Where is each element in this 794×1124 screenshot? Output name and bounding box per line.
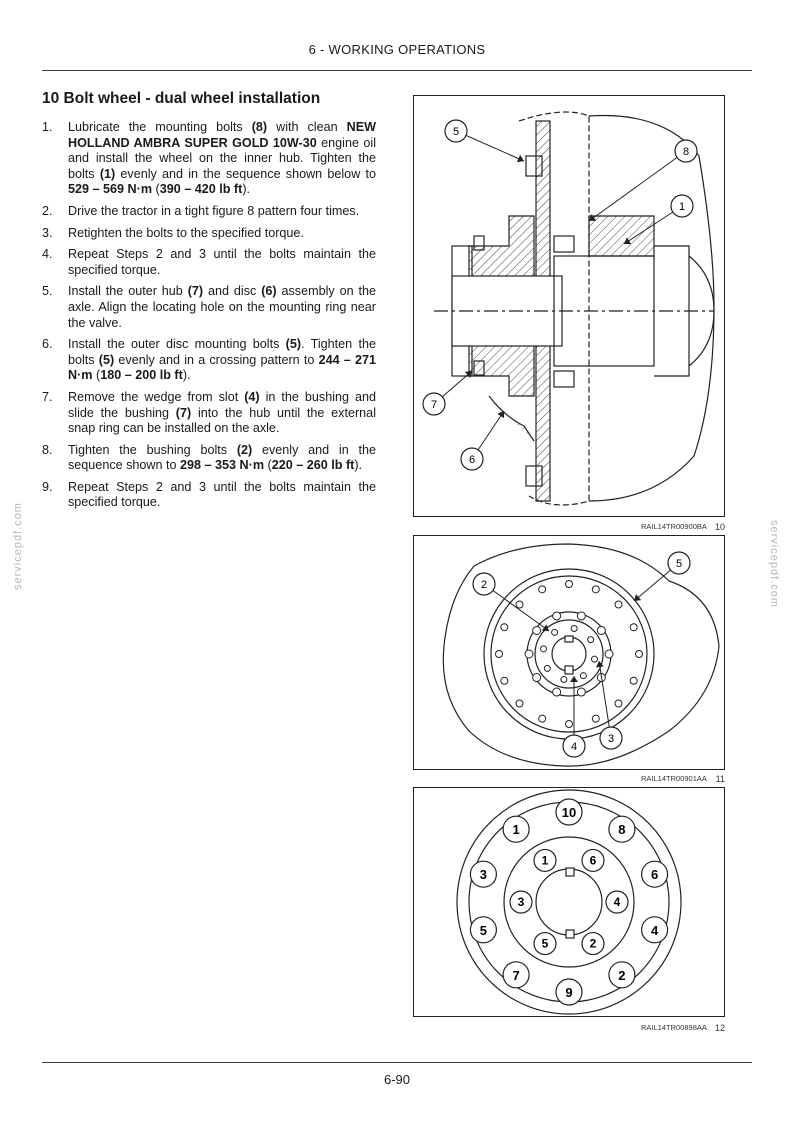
instruction-step xyxy=(42,284,376,331)
watermark-right: servicepdf.com xyxy=(768,520,780,608)
sequence-number: 3 xyxy=(517,895,525,909)
sequence-number: 10 xyxy=(561,805,577,820)
step-emphasis: (6) xyxy=(261,284,277,299)
sequence-number: 4 xyxy=(650,922,659,938)
instruction-step xyxy=(42,204,376,220)
step-number: 8. xyxy=(42,442,53,457)
disc-bolt xyxy=(553,612,561,620)
rim-bolt xyxy=(539,586,546,593)
callout-label: 1 xyxy=(678,201,686,213)
sequence-number: 7 xyxy=(512,967,520,983)
footer-rule xyxy=(42,1062,752,1063)
step-text: ). xyxy=(354,458,363,473)
bushing-bolt xyxy=(591,656,597,662)
sequence-number: 1 xyxy=(512,822,520,838)
inner-bolt-sequence xyxy=(534,849,556,871)
instruction-step xyxy=(42,247,376,278)
step-number: 5. xyxy=(42,284,53,299)
rim-bolt xyxy=(496,651,503,658)
step-number: 2. xyxy=(42,203,53,218)
step-emphasis: (1) xyxy=(99,166,116,181)
step-emphasis: NEW HOLLAND AMBRA SUPER GOLD 10W-30 xyxy=(68,120,376,150)
rim-bolt xyxy=(636,651,643,658)
instruction-step xyxy=(42,226,376,242)
outer-bolt-sequence xyxy=(503,816,529,842)
step-emphasis: 244 – 271 N·m xyxy=(68,352,376,383)
inner-bolt-sequence xyxy=(510,891,532,913)
rim-bolt xyxy=(630,624,637,631)
outer-bolt-sequence xyxy=(609,816,635,842)
step-emphasis: (4) xyxy=(244,389,260,404)
instruction-step xyxy=(42,390,376,437)
instruction-list xyxy=(42,120,376,517)
inner-bolt-sequence xyxy=(582,933,604,955)
outer-bolt-sequence xyxy=(470,861,496,887)
callout-label: 4 xyxy=(570,741,578,753)
instruction-step xyxy=(42,443,376,474)
step-text: ( xyxy=(264,458,272,473)
step-emphasis: (5) xyxy=(285,337,302,352)
sequence-number: 1 xyxy=(541,853,549,868)
inner-bolt-sequence xyxy=(606,891,628,913)
step-text: and disc xyxy=(203,284,262,299)
disc-bolt xyxy=(533,674,541,682)
figure-tightening-sequence xyxy=(413,787,725,1017)
bushing-bolt xyxy=(580,673,586,679)
step-text: Lubricate the mounting bolts xyxy=(68,120,252,134)
inner-bolt-sequence xyxy=(582,849,604,871)
wheel-bolt-layer xyxy=(496,581,643,728)
step-text: ). xyxy=(182,368,191,383)
sequence-number: 9 xyxy=(565,985,573,1000)
step-number: 9. xyxy=(42,479,53,494)
outer-bolt-sequence xyxy=(642,861,668,887)
step-emphasis: 529 – 569 N·m xyxy=(68,182,153,197)
step-text: ( xyxy=(92,368,101,383)
rim-bolt xyxy=(539,715,546,722)
step-text: ). xyxy=(242,182,251,197)
step-emphasis: 220 – 260 lb ft xyxy=(271,458,355,473)
sequence-number: 2 xyxy=(618,967,626,983)
step-text: Drive the tractor in a tight figure 8 pattern four times. xyxy=(68,203,360,218)
step-text: Tighten the bushing bolts xyxy=(68,442,237,457)
step-text: Install the outer hub xyxy=(68,284,188,299)
step-emphasis: (8) xyxy=(251,120,268,134)
step-emphasis: (7) xyxy=(187,284,204,299)
sequence-number: 5 xyxy=(479,922,488,938)
rim-bolt xyxy=(615,700,622,707)
rim-bolt xyxy=(615,601,622,608)
hub-callout xyxy=(423,368,475,415)
watermark-left: servicepdf.com xyxy=(12,502,24,590)
instruction-step xyxy=(42,120,376,198)
disc-bolt xyxy=(597,626,605,634)
step-emphasis: (2) xyxy=(236,442,253,457)
figure-10-number: 10 xyxy=(714,522,725,532)
step-emphasis: 180 – 200 lb ft xyxy=(100,368,183,383)
callout-label: 8 xyxy=(682,146,690,158)
outer-bolt-sequence xyxy=(609,962,635,988)
hub-callout xyxy=(461,409,507,470)
sequence-number: 4 xyxy=(613,895,621,909)
step-text: Repeat Steps 2 and 3 until the bolts maintain the specified torque. xyxy=(68,247,376,277)
bushing-bolt xyxy=(544,665,550,671)
wheel-callout-layer xyxy=(473,552,690,757)
figure-wheel-front-view xyxy=(413,535,725,770)
step-text: evenly and in a crossing pattern to xyxy=(114,352,319,367)
disc-bolt xyxy=(577,612,585,620)
step-text: engine oil and install the wheel on the inner hub. Tighten the bolts xyxy=(68,135,376,181)
figure-12-number: 12 xyxy=(714,1023,725,1033)
figure-11-code: RAIL14TR00901AA xyxy=(641,774,707,783)
sequence-number: 6 xyxy=(589,853,597,868)
callout-label: 5 xyxy=(452,126,460,138)
page-number: 6-90 xyxy=(383,1072,411,1087)
inner-bolt-sequence xyxy=(534,933,556,955)
hub-cross-section-drawing xyxy=(414,96,724,516)
step-text: Repeat Steps 2 and 3 until the bolts maintain the specified torque. xyxy=(68,479,376,510)
figure-12-code: RAIL14TR00898AA xyxy=(641,1023,707,1032)
outer-bolt-sequence xyxy=(556,799,582,825)
sequence-number: 3 xyxy=(479,867,488,883)
rim-bolt xyxy=(592,586,599,593)
step-text: Retighten the bolts to the specified torque. xyxy=(68,225,304,240)
bushing-bolt xyxy=(541,646,547,652)
step-emphasis: (7) xyxy=(175,405,192,420)
outer-bolt-sequence xyxy=(470,917,496,943)
callout-label: 6 xyxy=(468,454,476,466)
step-number: 3. xyxy=(42,225,53,240)
step-number: 6. xyxy=(42,337,53,352)
bushing-bolt xyxy=(571,626,577,632)
figure-10-code: RAIL14TR00900BA xyxy=(641,522,707,531)
bushing-bolt xyxy=(588,637,594,643)
sequence-number: 6 xyxy=(650,867,659,883)
step-text: assembly on the axle. Align the locating hole on the mounting ring near the valve. xyxy=(68,284,376,330)
hub-callout xyxy=(445,120,526,165)
step-number: 1. xyxy=(42,120,53,134)
step-number: 7. xyxy=(42,389,53,404)
rim-bolt xyxy=(566,581,573,588)
sequence-number: 2 xyxy=(589,936,597,951)
section-title: 10 Bolt wheel - dual wheel installation xyxy=(42,90,321,107)
callout-label: 2 xyxy=(480,579,488,591)
figure-hub-cross-section xyxy=(413,95,725,517)
disc-bolt xyxy=(553,688,561,696)
callout-label: 5 xyxy=(675,558,683,570)
step-emphasis: (5) xyxy=(98,352,115,367)
disc-bolt xyxy=(577,688,585,696)
step-text: with clean xyxy=(267,120,347,134)
disc-bolt xyxy=(533,626,541,634)
callout-label: 3 xyxy=(607,733,615,745)
outer-bolt-sequence xyxy=(642,917,668,943)
step-text: evenly and in the sequence shown to xyxy=(68,442,376,473)
rim-bolt xyxy=(592,715,599,722)
header-rule xyxy=(42,70,752,71)
rim-bolt xyxy=(501,677,508,684)
step-text: Remove the wedge from slot xyxy=(68,389,245,404)
bushing-bolt xyxy=(561,676,567,682)
step-text: . Tighten the bolts xyxy=(68,337,376,367)
callout-label: 7 xyxy=(430,399,438,411)
rim-bolt xyxy=(516,700,523,707)
step-text: Install the outer disc mounting bolts xyxy=(68,337,286,352)
disc-bolt xyxy=(525,650,533,658)
rim-bolt xyxy=(516,601,523,608)
step-text: ( xyxy=(152,182,160,197)
wheel-front-view-drawing xyxy=(414,536,724,769)
sequence-number: 5 xyxy=(541,936,549,951)
rim-bolt xyxy=(630,677,637,684)
step-emphasis: 390 – 420 lb ft xyxy=(159,182,243,197)
step-number: 4. xyxy=(42,247,53,262)
rim-bolt xyxy=(566,721,573,728)
outer-bolt-sequence xyxy=(503,962,529,988)
sequence-number: 8 xyxy=(618,822,626,838)
tightening-sequence-drawing xyxy=(414,788,724,1016)
instruction-step xyxy=(42,337,376,384)
step-text: into the hub until the external snap ring can be installed on the axle. xyxy=(68,405,376,436)
step-emphasis: 298 – 353 N·m xyxy=(180,458,265,473)
step-text: evenly and in the sequence shown below to xyxy=(115,166,376,181)
figure-11-number: 11 xyxy=(715,774,725,784)
outer-bolt-sequence xyxy=(556,979,582,1005)
rim-bolt xyxy=(501,624,508,631)
page-header-title: 6 - WORKING OPERATIONS xyxy=(308,42,486,57)
instruction-step xyxy=(42,480,376,511)
step-text: in the bushing and slide the bushing xyxy=(68,389,376,420)
disc-bolt xyxy=(605,650,613,658)
bushing-bolt xyxy=(552,629,558,635)
